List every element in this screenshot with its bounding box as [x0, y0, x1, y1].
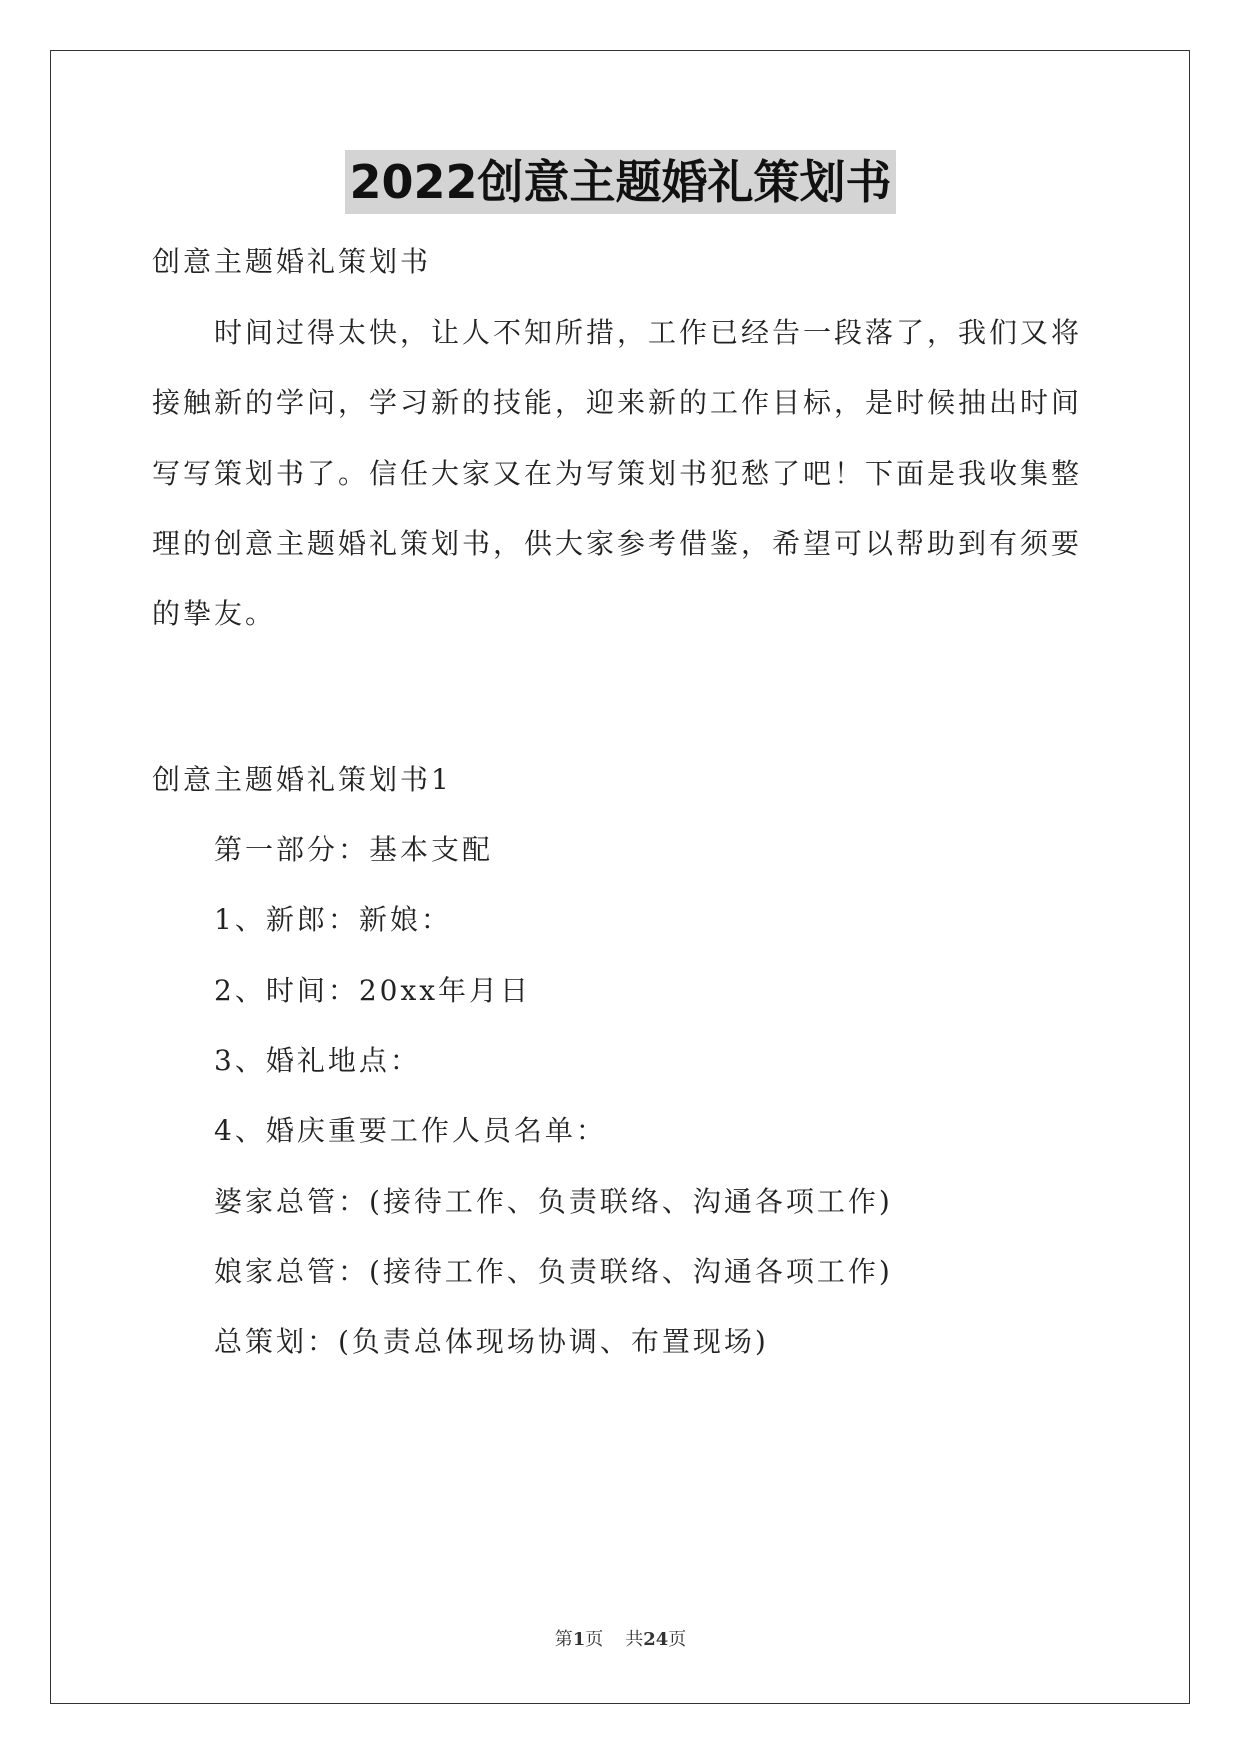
list-item: 2、时间：20xx年月日 [214, 974, 532, 1007]
page-footer [0, 1628, 1241, 1652]
document-subtitle: 创意主题婚礼策划书 [152, 245, 432, 278]
list-item: 婆家总管：(接待工作、负责联络、沟通各项工作) [214, 1185, 893, 1218]
list-item: 第一部分：基本支配 [214, 833, 494, 866]
intro-line-4: 理的创意主题婚礼策划书，供大家参考借鉴，希望可以帮助到有须要 [152, 527, 1083, 560]
title-container [0, 150, 1241, 214]
list-item: 3、婚礼地点： [214, 1044, 421, 1077]
page-number: 1 [572, 1629, 586, 1650]
intro-line-5: 的挚友。 [152, 597, 277, 630]
intro-line-3: 写写策划书了。信任大家又在为写策划书犯愁了吧！下面是我收集整 [152, 457, 1083, 490]
page-prefix: 第 [554, 1629, 573, 1650]
list-item: 娘家总管：(接待工作、负责联络、沟通各项工作) [214, 1255, 893, 1288]
total-suffix: 页 [668, 1629, 687, 1650]
page-border [50, 50, 1190, 1704]
list-item: 总策划：(负责总体现场协调、布置现场) [214, 1325, 769, 1358]
total-pages: 24 [643, 1629, 669, 1650]
document-title: 2022创意主题婚礼策划书 [345, 150, 895, 214]
list-item: 4、婚庆重要工作人员名单： [214, 1114, 607, 1147]
page-suffix: 页 [585, 1629, 604, 1650]
intro-line-2: 接触新的学问，学习新的技能，迎来新的工作目标，是时候抽出时间 [152, 386, 1083, 419]
list-item: 1、新郎：新娘： [214, 903, 452, 936]
intro-line-1: 时间过得太快，让人不知所措，工作已经告一段落了，我们又将 [214, 316, 1083, 349]
section-heading: 创意主题婚礼策划书1 [152, 763, 452, 796]
total-prefix: 共 [625, 1629, 644, 1650]
